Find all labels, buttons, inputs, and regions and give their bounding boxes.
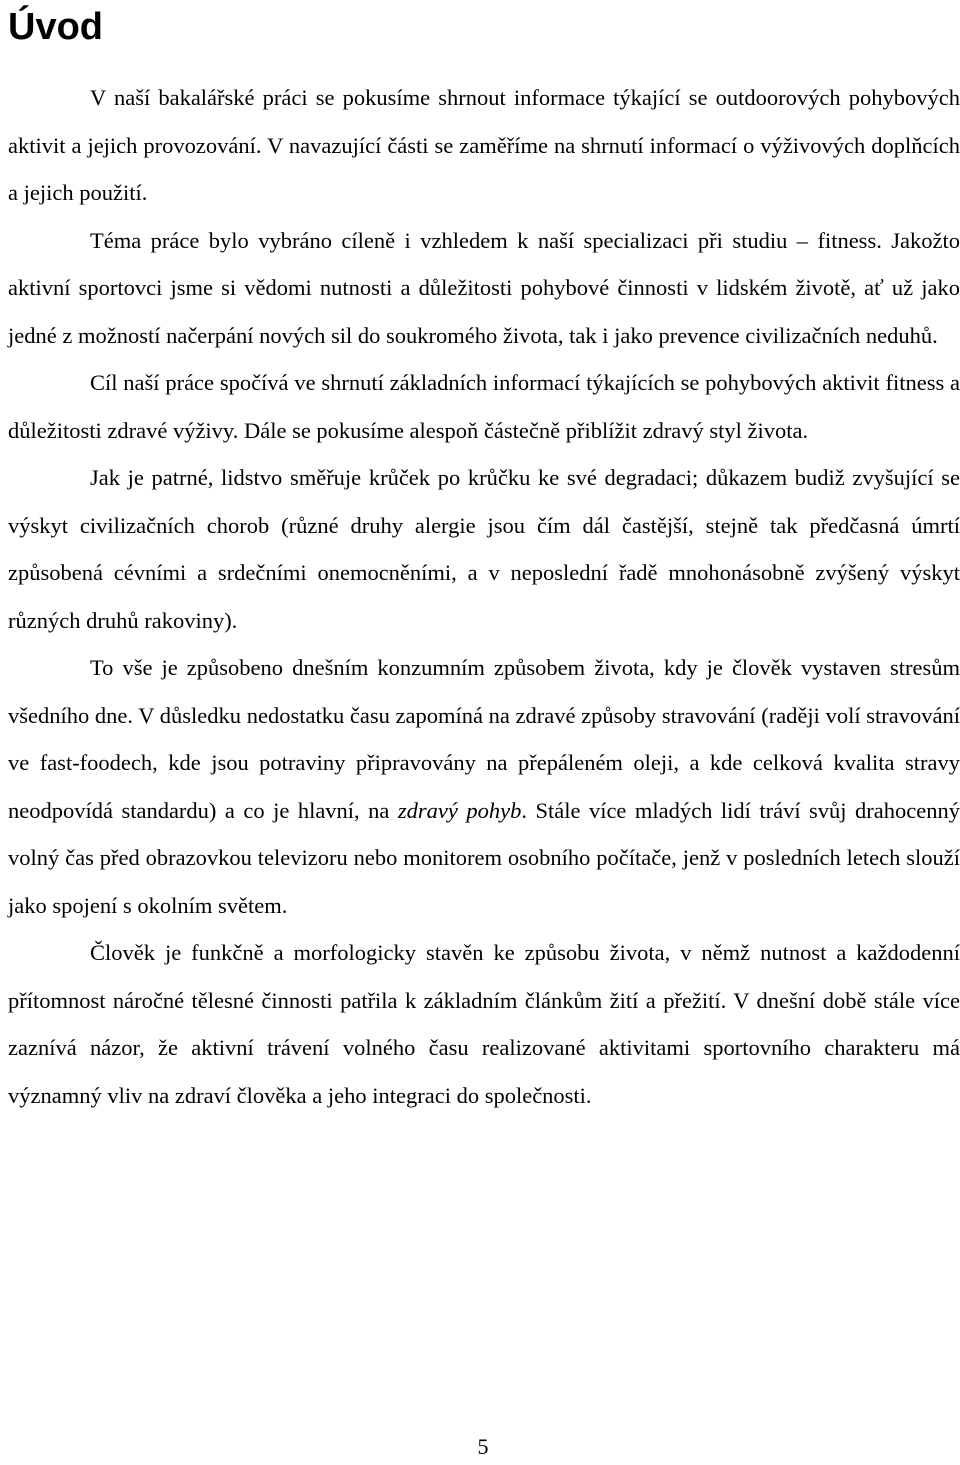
paragraph-lifestyle-text-2: . Stále více mladých lidí tráví svůj drahocenný volný čas před obrazovkou televizoru nebo monitorem osobního počítače, jenž v posledních letech slouží jako spojení s okolním světem. xyxy=(8,797,960,918)
page-title: Úvod xyxy=(8,6,103,48)
paragraph-intro: V naší bakalářské práci se pokusíme shrnout informace týkající se outdoorových pohybových aktivit a jejich provozování. V navazující části se zaměříme na shrnutí informací o výživových doplňcích a jejich použití. xyxy=(8,85,960,205)
paragraph-lifestyle xyxy=(8,644,960,929)
emphasis-healthy-movement: zdravý pohyb xyxy=(397,797,522,823)
paragraph-human-nature: Člověk je funkčně a morfologicky stavěn ke způsobu života, v němž nutnost a každodenní přítomnost náročné tělesné činnosti patřila k základním článkům žití a přežití. V dnešní době stále více zaznívá názor, že aktivní trávení volného času realizované aktivitami sportovního charakteru má významný vliv na zdraví člověka a jeho integraci do společnosti. xyxy=(8,940,960,1108)
paragraph-goal: Cíl naší práce spočívá ve shrnutí základních informací týkajících se pohybových aktivit fitness a důležitosti zdravé výživy. Dále se pokusíme alespoň částečně přiblížit zdravý styl života. xyxy=(8,370,960,443)
paragraph-degradation: Jak je patrné, lidstvo směřuje krůček po krůčku ke své degradaci; důkazem budiž zvyšující se výskyt civilizačních chorob (různé druhy alergie jsou čím dál častější, stejně tak předčasná úmrtí způsobená cévními a srdečními onemocněními, a v neposlední řadě mnohonásobně zvýšený výskyt různých druhů rakoviny). xyxy=(8,465,960,633)
paragraph-lifestyle-text-1: To vše je způsobeno dnešním konzumním způsobem života, kdy je člověk vystaven stresům všedního dne. V důsledku nedostatku času zapomíná na zdravé způsoby stravování (raději volí stravování ve fast-foodech, kde jsou potraviny připravovány na přepáleném oleji, a kde celková kvalita stravy neodpovídá standardu) a co je hlavní, na xyxy=(8,655,960,823)
page-number: 5 xyxy=(477,1434,489,1459)
paragraph-topic-choice: Téma práce bylo vybráno cíleně i vzhledem k naší specializaci při studiu – fitness. Jakožto aktivní sportovci jsme si vědomi nutnosti a důležitosti pohybové činnosti v lidském životě, ať už jako jedné z možností načerpání nových sil do soukromého života, tak i jako prevence civilizačních neduhů. xyxy=(8,227,960,348)
body-text xyxy=(8,74,960,1119)
